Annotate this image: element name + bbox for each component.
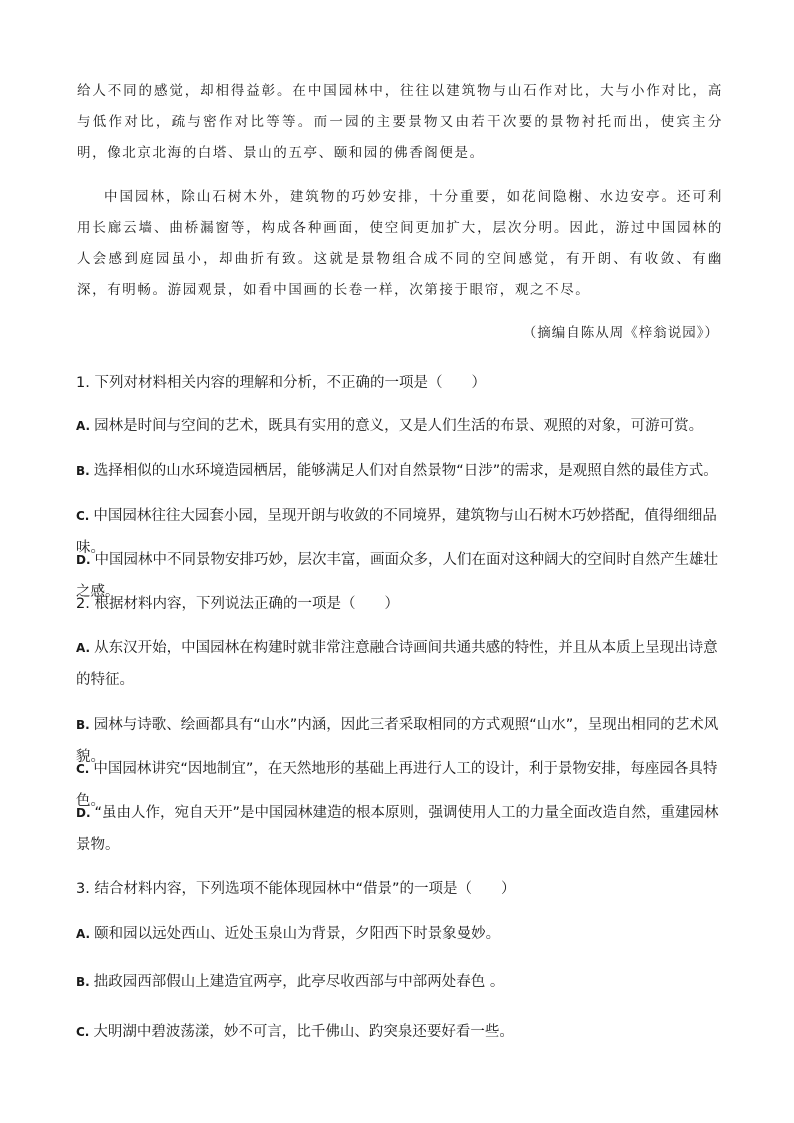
- question-2-option-d: [76, 797, 726, 861]
- option-letter: B.: [76, 464, 90, 478]
- option-letter: B.: [76, 975, 90, 989]
- option-text: 拙政园西部假山上建造宜两亭，此亭尽收西部与中部两处春色 。: [93, 974, 505, 990]
- question-1-option-a: [76, 410, 726, 442]
- question-2-option-a: [76, 632, 726, 696]
- option-letter: C.: [76, 509, 90, 523]
- option-letter: A.: [76, 641, 91, 655]
- question-1-option-b: [76, 455, 726, 487]
- option-text: 从东汉开始，中国园林在构建时就非常注意融合诗画间共通共感的特性，并且从本质上呈现出诗意的特征。: [76, 640, 718, 688]
- option-letter: D.: [76, 806, 91, 820]
- option-text: 颐和园以远处西山、近处玉泉山为背景，夕阳西下时景象曼妙。: [94, 926, 501, 942]
- option-letter: C.: [76, 1025, 90, 1039]
- option-text: 园林是时间与空间的艺术，既具有实用的意义，又是人们生活的布景、观照的对象，可游可赏。: [94, 418, 704, 434]
- option-text: 中国园林讲究“因地制宜”，在天然地形的基础上再进行人工的设计，利于景物安排，每座园各具特色。: [76, 761, 718, 809]
- option-text: 选择相似的山水环境造园栖居，能够满足人们对自然景物“日涉”的需求，是观照自然的最佳方式。: [93, 463, 718, 479]
- passage-paragraph-2: 中国园林，除山石树木外，建筑物的巧妙安排，十分重要，如花间隐榭、水边安亭。还可利用长廊云墙、曲桥漏窗等，构成各种画面，使空间更加扩大，层次分明。因此，游过中国园林的人会感到庭园虽小，却曲折有致。这就是景物组合成不同的空间感觉，有开朗、有收敛、有幽深，有明畅。游园观景，如看中国画的长卷一样，次第接于眼帘，观之不尽。: [77, 189, 723, 298]
- question-3-stem: 3. 结合材料内容，下列选项不能体现园林中“借景”的一项是（ ）: [76, 881, 516, 897]
- question-2-stem: 2. 根据材料内容，下列说法正确的一项是（ ）: [76, 596, 399, 612]
- option-letter: D.: [76, 553, 91, 567]
- option-letter: C.: [76, 762, 90, 776]
- question-1-stem: 1. 下列对材料相关内容的理解和分析，不正确的一项是（ ）: [76, 375, 486, 391]
- option-letter: B.: [76, 718, 90, 732]
- option-letter: A.: [76, 419, 91, 433]
- passage-paragraph-1: 给人不同的感觉，却相得益彰。在中国园林中，往往以建筑物与山石作对比，大与小作对比，高与低作对比，疏与密作对比等等。而一园的主要景物又由若干次要的景物衬托而出，使宾主分明，像北京北海的白塔、景山的五亭、颐和园的佛香阁便是。: [77, 83, 723, 161]
- option-letter: A.: [76, 927, 91, 941]
- option-text: 大明湖中碧波荡漾，妙不可言，比千佛山、趵突泉还要好看一些。: [93, 1024, 514, 1040]
- question-3-option-c: [76, 1016, 726, 1048]
- question-3-option-b: [76, 966, 726, 998]
- question-3-option-a: [76, 918, 726, 950]
- option-text: 中国园林中不同景物安排巧妙，层次丰富，画面众多，人们在面对这种阔大的空间时自然产生雄壮之感。: [76, 552, 719, 600]
- option-text: 中国园林往往大园套小园，呈现开朗与收敛的不同境界，建筑物与山石树木巧妙搭配，值得细细品味。: [76, 508, 717, 556]
- option-text: “虽由人作，宛自天开”是中国园林建造的根本原则，强调使用人工的力量全面改造自然，重建园林景物。: [76, 805, 719, 853]
- passage-source: （摘编自陈从周《梓翁说园》）: [522, 325, 719, 341]
- option-text: 园林与诗歌、绘画都具有“山水”内涵，因此三者采取相同的方式观照“山水”，呈现出相同的艺术风貌。: [76, 717, 719, 765]
